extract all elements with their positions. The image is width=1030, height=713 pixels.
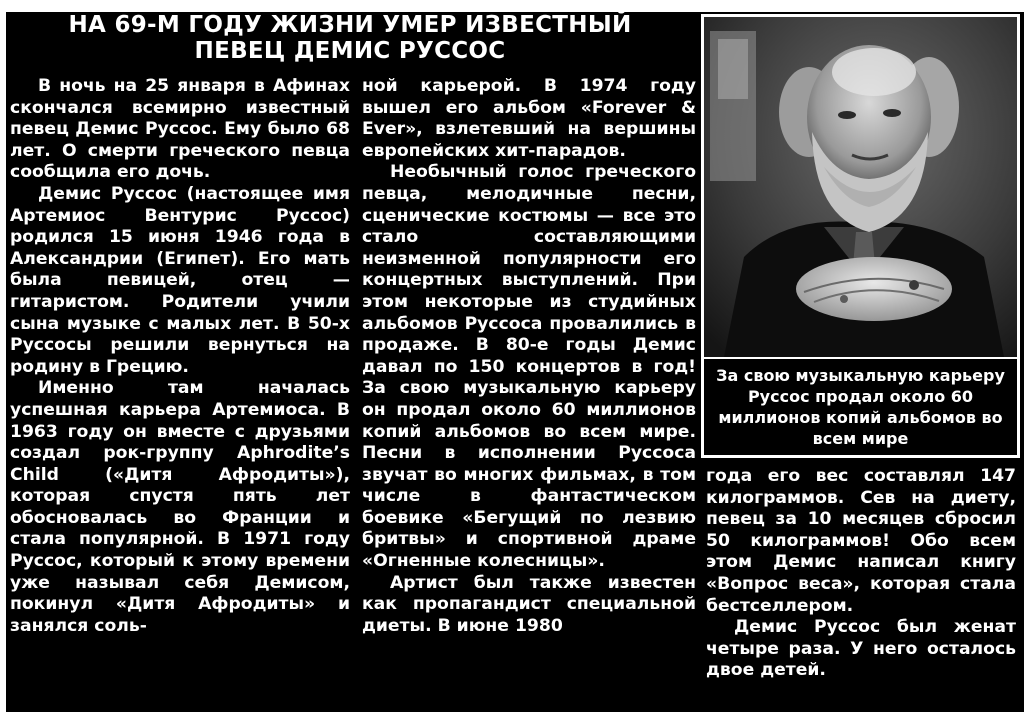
photo-caption (704, 359, 1017, 455)
caption-text: За свою музыкальную карьеру Руссос продал около 60 миллионов копий альбомов во всем мире (716, 366, 1005, 448)
paragraph: Демис Руссос был женат четыре раза. У него осталось двое детей. (706, 617, 1016, 681)
headline (0, 12, 700, 64)
portrait-illustration (704, 17, 1017, 357)
portrait-photo (704, 17, 1017, 357)
article-column-3 (706, 466, 1016, 701)
article-column-1 (10, 76, 350, 701)
paragraph-continuation: ной карьерой. В 1974 году вышел его альбом «Forever & Ever», взлетевший на вершины европейских хит-парадов. (362, 76, 696, 161)
paragraph: Артист был также известен как пропагандист специальной диеты. В июне 1980 (362, 572, 696, 636)
paragraph: Необычный голос греческого певца, мелодичные песни, сценические костюмы — все это стало составляющими неизменной популярности его концертных выступлений. При этом некоторые из студийных альбомов Руссоса провалились в продаже. В 80-е годы Демис давал по 150 концертов в год! За свою музыкальную карьеру он продал около 60 миллионов копий альбомов во всем мире. Песни в исполнении Руссоса звучат во многих фильмах, в том числе в фантастическом боевике «Бегущий по лезвию бритвы» и спортивной драме «Огненные колесницы». (362, 162, 696, 572)
headline-line-1: НА 69-М ГОДУ ЖИЗНИ УМЕР ИЗВЕСТНЫЙ (68, 12, 632, 38)
paragraph: Демис Руссос (настоящее имя Артемиос Вентурис Руссос) родился 15 июня 1946 года в Александрии (Египет). Его мать была певицей, отец — гитаристом. Родители учили сына музыке с малых лет. В 50-х Руссосы решили вернуться на родину в Грецию. (10, 183, 350, 377)
article-column-2 (362, 76, 696, 701)
headline-line-2: ПЕВЕЦ ДЕМИС РУССОС (194, 38, 506, 64)
paragraph: Именно там началась успешная карьера Артемиоса. В 1963 году он вместе с друзьями создал рок-группу Aphrodite’s Child («Дитя Афродиты»), которая спустя пять лет обосновалась во Франции и стала популярной. В 1971 году Руссос, который к этому времени уже называл себя Демисом, покинул «Дитя Афродиты» и занялся соль- (10, 378, 350, 636)
photo-frame (701, 14, 1020, 458)
paragraph: В ночь на 25 января в Афинах скончался всемирно известный певец Демис Руссос. Ему было 68 лет. О смерти греческого певца сообщила его дочь. (10, 76, 350, 183)
paragraph-continuation: года его вес составлял 147 килограммов. Сев на диету, певец за 10 месяцев сбросил 50 килограммов! Обо всем этом Демис написал книгу «Вопрос веса», которая стала бестселлером. (706, 466, 1016, 616)
